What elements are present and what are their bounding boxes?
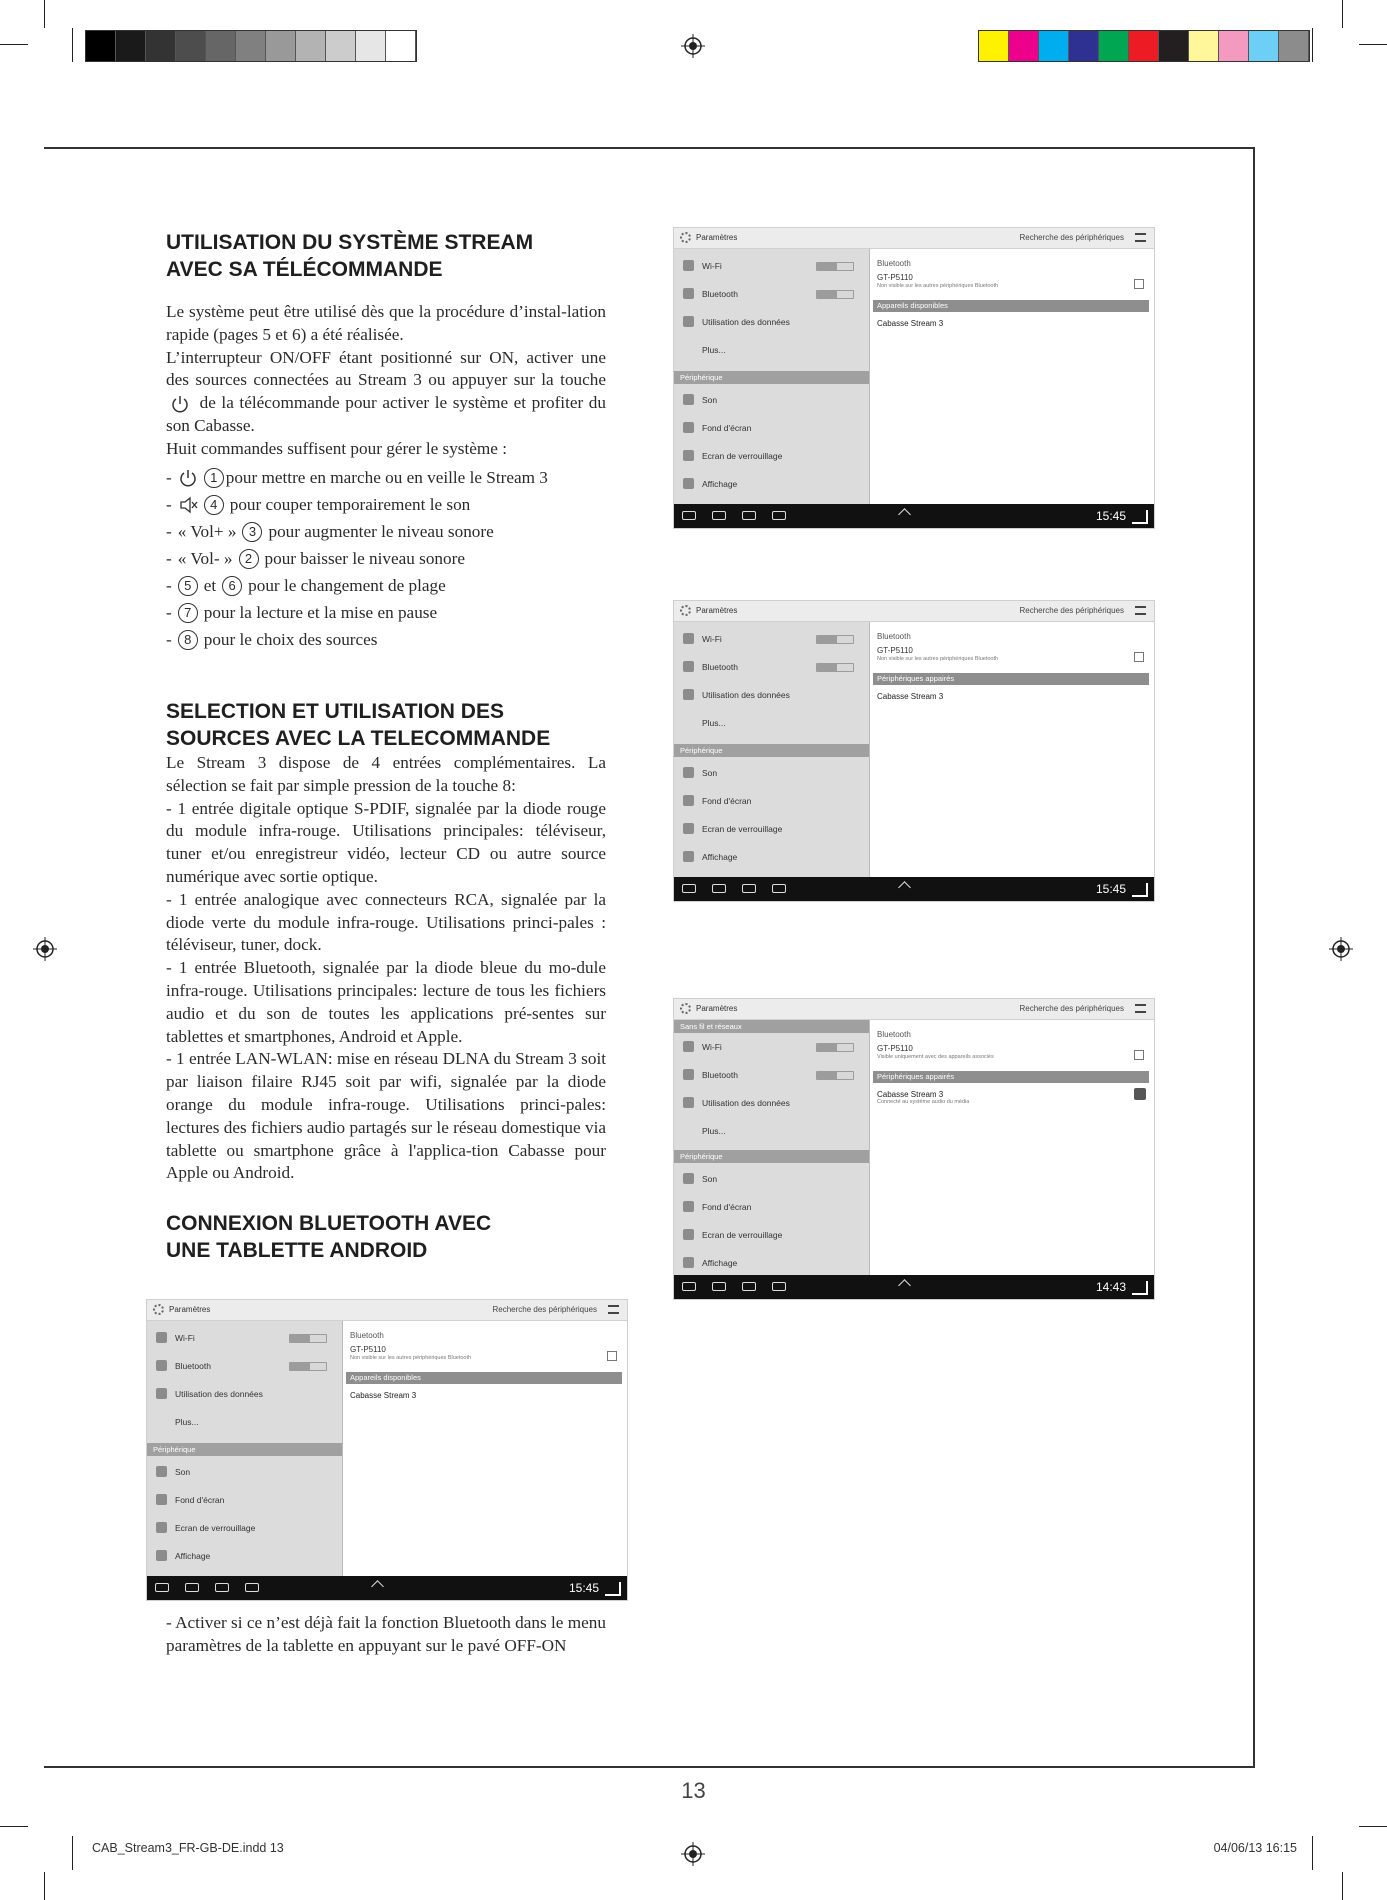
- back-icon[interactable]: [682, 511, 696, 520]
- settings-menu: [147, 1321, 343, 1576]
- menu-item-wifi[interactable]: Wi-Fi: [674, 253, 869, 279]
- gear-icon: [680, 1003, 691, 1014]
- command-text: pour la lecture et la mise en pause: [203, 603, 438, 622]
- panel-header: Bluetooth: [350, 1331, 384, 1340]
- commands-intro: Huit commandes suffisent pour gérer le système :: [166, 438, 507, 458]
- device-cabasse-stream3[interactable]: Cabasse Stream 3: [877, 692, 944, 701]
- bluetooth-toggle[interactable]: [289, 1362, 327, 1371]
- sources-paragraph: Le Stream 3 dispose de 4 entrées complémentaires. La sélection se fait par simple pression de la touche 8:: [166, 753, 606, 795]
- menu-item-data-usage[interactable]: Utilisation des données: [674, 682, 869, 708]
- color-swatch: [86, 31, 116, 61]
- wifi-toggle[interactable]: [816, 635, 854, 644]
- settings-titlebar: [147, 1300, 627, 1321]
- device-cabasse-stream3[interactable]: Cabasse Stream 3: [877, 319, 944, 328]
- panel-header: Bluetooth: [877, 632, 911, 641]
- color-swatch: [326, 31, 356, 61]
- title-line: SELECTION ET UTILISATION DES: [166, 700, 504, 723]
- button-number-badge: 2: [239, 549, 259, 569]
- section-header-periph: Périphérique: [147, 1443, 342, 1456]
- title-line: SOURCES AVEC LA TELECOMMANDE: [166, 727, 551, 750]
- visibility-checkbox[interactable]: [1134, 652, 1144, 662]
- title-line: UTILISATION DU SYSTÈME STREAM: [166, 231, 534, 254]
- color-swatch: [386, 31, 416, 61]
- crop-mark: [1342, 1872, 1343, 1900]
- command-text: pour couper temporairement le son: [229, 495, 471, 514]
- section-header-periph: Périphérique: [674, 371, 869, 384]
- color-swatch: [1189, 31, 1219, 61]
- color-swatch: [979, 31, 1009, 61]
- sources-paragraph: - 1 entrée LAN-WLAN: mise en réseau DLNA du Stream 3 soit par liaison filaire RJ45 soit par wifi, signalée par la diode orange du module infra-rouge. Utilisations princi-pales: lectures des fichiers audio partagés sur le réseau domestique via tablette ou smartphone grâce à l'applica-tion Cabasse pour Apple ou Android.: [166, 1049, 606, 1183]
- speaker-icon: [156, 1466, 167, 1477]
- page-number: 13: [681, 1778, 706, 1803]
- menu-item-lockscreen[interactable]: Ecran de verrouillage: [674, 443, 869, 469]
- menu-item-wifi[interactable]: Wi-Fi: [674, 626, 869, 652]
- menu-icon[interactable]: [1135, 1004, 1146, 1013]
- settings-titlebar: [674, 601, 1154, 622]
- tablet-screenshot-available-devices: [673, 227, 1155, 529]
- chevron-up-icon[interactable]: [371, 1580, 384, 1593]
- bluetooth-panel: [870, 622, 1154, 877]
- back-icon[interactable]: [682, 884, 696, 893]
- visibility-checkbox[interactable]: [607, 1351, 617, 1361]
- gear-icon: [153, 1304, 164, 1315]
- recent-apps-icon[interactable]: [742, 884, 756, 893]
- sources-paragraph: - 1 entrée analogique avec connecteurs RCA, signalée par la diode verte du module infra-rouge. Utilisations princi-pales : téléviseur, tuner, dock.: [166, 889, 606, 955]
- signal-icon: [1132, 1281, 1148, 1295]
- command-item: - 8 pour le choix des sources: [166, 626, 554, 653]
- settings-title: Paramètres: [696, 1004, 738, 1013]
- menu-item-data-usage[interactable]: Utilisation des données: [147, 1381, 342, 1407]
- menu-icon[interactable]: [608, 1305, 619, 1314]
- menu-item-bluetooth[interactable]: Bluetooth: [674, 1062, 869, 1088]
- panel-header: Bluetooth: [877, 1030, 911, 1039]
- button-number-badge: 7: [178, 603, 198, 623]
- lock-icon: [683, 450, 694, 461]
- bluetooth-toggle[interactable]: [816, 663, 854, 672]
- bluetooth-panel: [343, 1321, 627, 1576]
- color-swatch: [1219, 31, 1249, 61]
- crop-mark: [44, 0, 45, 28]
- registration-mark-icon: [1329, 937, 1353, 961]
- lock-icon: [156, 1522, 167, 1533]
- recent-apps-icon[interactable]: [742, 1282, 756, 1291]
- color-swatch: [206, 31, 236, 61]
- intro-paragraph: Le système peut être utilisé dès que la procédure d’instal-lation rapide (pages 5 et 6) a été réalisée.: [166, 302, 606, 344]
- data-usage-icon: [683, 1097, 694, 1108]
- settings-menu: [674, 1020, 870, 1275]
- wallpaper-icon: [683, 795, 694, 806]
- settings-title: Paramètres: [169, 1305, 211, 1314]
- section-title-source-selection: [166, 698, 626, 752]
- device-settings-icon[interactable]: [1134, 1088, 1146, 1100]
- android-nav-bar: [674, 504, 1154, 528]
- search-devices-button[interactable]: Recherche des périphériques: [1019, 233, 1124, 242]
- menu-item-more[interactable]: Plus...: [702, 1126, 726, 1136]
- date-slug: 04/06/13 16:15: [1213, 1841, 1297, 1855]
- wifi-toggle[interactable]: [816, 1043, 854, 1052]
- settings-title: Paramètres: [696, 233, 738, 242]
- section-title-bluetooth: [166, 1210, 626, 1264]
- paired-devices-header: Périphériques appairés: [873, 1071, 1149, 1083]
- section-header-periph: Périphérique: [674, 1150, 869, 1163]
- menu-item-display[interactable]: Affichage: [674, 844, 869, 870]
- menu-item-bluetooth[interactable]: Bluetooth: [147, 1353, 342, 1379]
- color-swatch: [146, 31, 176, 61]
- right-closing-text: [673, 1312, 1193, 1335]
- onoff-paragraph: L’interrupteur ON/OFF étant positionné sur ON, activer une des sources connectées au Stream 3 ou appuyer sur la touche de la télécommande pour activer le système et profiter du son Cabasse.: [166, 347, 606, 435]
- own-device-row[interactable]: GT-P5110 Non visible sur les autres périphériques Bluetooth: [877, 273, 1146, 297]
- command-conjunction: et: [203, 576, 217, 595]
- mute-icon: [178, 495, 198, 515]
- crop-mark: [0, 1826, 28, 1827]
- menu-item-lockscreen[interactable]: Ecran de verrouillage: [147, 1515, 342, 1541]
- bluetooth-icon: [683, 661, 694, 672]
- clock: 15:45: [1095, 882, 1126, 896]
- color-swatch: [296, 31, 326, 61]
- back-icon[interactable]: [682, 1282, 696, 1291]
- display-icon: [683, 851, 694, 862]
- menu-item-display[interactable]: Affichage: [674, 1250, 869, 1276]
- registration-mark-icon: [681, 34, 705, 58]
- menu-item-sound[interactable]: Son: [674, 1166, 869, 1192]
- menu-item-wallpaper[interactable]: Fond d'écran: [674, 1194, 869, 1220]
- available-devices-header: Appareils disponibles: [346, 1372, 622, 1384]
- wifi-icon: [683, 260, 694, 271]
- spacer: [673, 1312, 1193, 1335]
- power-icon: [178, 468, 198, 488]
- home-icon[interactable]: [712, 884, 726, 893]
- wifi-icon: [156, 1332, 167, 1343]
- color-swatch: [1099, 31, 1129, 61]
- command-text: pour mettre en marche ou en veille le Stream 3: [225, 468, 548, 487]
- clock: 15:45: [1095, 509, 1126, 523]
- color-swatch: [266, 31, 296, 61]
- command-item: - 1 pour mettre en marche ou en veille le Stream 3: [166, 464, 554, 491]
- tablet-screenshot-bluetooth-off: [146, 1299, 628, 1601]
- title-line: UNE TABLETTE ANDROID: [166, 1239, 428, 1262]
- device-cabasse-stream3-connected[interactable]: Cabasse Stream 3 Connecté au système audio du média: [877, 1090, 970, 1105]
- chevron-up-icon[interactable]: [898, 881, 911, 894]
- back-icon[interactable]: [155, 1583, 169, 1592]
- wifi-icon: [683, 633, 694, 644]
- command-text: pour le choix des sources: [203, 630, 378, 649]
- bluetooth-toggle[interactable]: [816, 290, 854, 299]
- crop-mark: [1312, 28, 1313, 62]
- command-item: - 4 pour couper temporairement le son: [166, 491, 554, 518]
- display-icon: [683, 478, 694, 489]
- bluetooth-icon: [683, 1069, 694, 1080]
- bluetooth-panel: [870, 249, 1154, 504]
- color-swatch: [1279, 31, 1309, 61]
- command-prefix: « Vol+ »: [177, 522, 237, 541]
- sources-text: [166, 752, 606, 1185]
- clock: 14:43: [1095, 1280, 1126, 1294]
- tablet-screenshot-paired: [673, 600, 1155, 902]
- menu-item-wallpaper[interactable]: Fond d'écran: [674, 788, 869, 814]
- bluetooth-icon: [683, 288, 694, 299]
- section-header-periph: Périphérique: [674, 744, 869, 757]
- button-number-badge: 6: [222, 576, 242, 596]
- search-devices-button[interactable]: Recherche des périphériques: [492, 1305, 597, 1314]
- settings-titlebar: [674, 228, 1154, 249]
- search-devices-button[interactable]: Recherche des périphériques: [1019, 1004, 1124, 1013]
- crop-mark: [1342, 0, 1343, 28]
- page-frame-bottom: [44, 1766, 1255, 1768]
- menu-item-more[interactable]: Plus...: [702, 718, 726, 728]
- crop-mark: [1312, 1836, 1313, 1870]
- color-swatch: [1249, 31, 1279, 61]
- visibility-checkbox[interactable]: [1134, 1050, 1144, 1060]
- intro-text: [166, 301, 606, 461]
- settings-titlebar: [674, 999, 1154, 1020]
- tablet-screenshot-connected: [673, 998, 1155, 1300]
- data-usage-icon: [683, 689, 694, 700]
- gray-color-bar: [85, 30, 417, 62]
- crop-mark: [0, 44, 28, 45]
- home-icon[interactable]: [185, 1583, 199, 1592]
- crop-mark: [1359, 44, 1387, 45]
- wifi-toggle[interactable]: [289, 1334, 327, 1343]
- menu-item-more[interactable]: Plus...: [702, 345, 726, 355]
- menu-item-sound[interactable]: Son: [674, 760, 869, 786]
- signal-icon: [1132, 883, 1148, 897]
- command-text: pour augmenter le niveau sonore: [268, 522, 494, 541]
- wallpaper-icon: [683, 422, 694, 433]
- button-number-badge: 8: [178, 630, 198, 650]
- menu-item-data-usage[interactable]: Utilisation des données: [674, 1090, 869, 1116]
- wallpaper-icon: [156, 1494, 167, 1505]
- wifi-icon: [683, 1041, 694, 1052]
- crop-mark: [72, 28, 73, 62]
- own-device-row[interactable]: GT-P5110 Non visible sur les autres périphériques Bluetooth: [877, 646, 1146, 670]
- command-item: - 5 et 6 pour le changement de plage: [166, 572, 554, 599]
- menu-item-display[interactable]: Affichage: [674, 471, 869, 497]
- screenshot-icon[interactable]: [772, 1282, 786, 1291]
- crop-mark: [44, 1872, 45, 1900]
- menu-item-wifi[interactable]: Wi-Fi: [147, 1325, 342, 1351]
- command-prefix: « Vol- »: [177, 549, 233, 568]
- android-nav-bar: [674, 877, 1154, 901]
- button-number-badge: 4: [204, 495, 224, 515]
- command-text: pour le changement de plage: [248, 576, 446, 595]
- command-item: - 7 pour la lecture et la mise en pause: [166, 599, 554, 626]
- clock: 15:45: [568, 1581, 599, 1595]
- settings-title: Paramètres: [696, 606, 738, 615]
- bluetooth-toggle[interactable]: [816, 1071, 854, 1080]
- chevron-up-icon[interactable]: [898, 1279, 911, 1292]
- panel-header: Bluetooth: [877, 259, 911, 268]
- color-swatch: [1159, 31, 1189, 61]
- recent-apps-icon[interactable]: [742, 511, 756, 520]
- caption-activate-bluetooth: - Activer si ce n’est déjà fait la fonction Bluetooth dans le menu paramètres de la tablette en appuyant sur le pavé OFF-ON: [166, 1613, 606, 1655]
- title-line: AVEC SA TÉLÉCOMMANDE: [166, 258, 443, 281]
- color-swatch: [116, 31, 146, 61]
- speaker-icon: [683, 1173, 694, 1184]
- paired-devices-header: Périphériques appairés: [873, 673, 1149, 685]
- power-icon: [170, 394, 190, 414]
- gear-icon: [680, 605, 691, 616]
- search-devices-button[interactable]: Recherche des périphériques: [1019, 606, 1124, 615]
- color-swatch: [176, 31, 206, 61]
- android-nav-bar: [147, 1576, 627, 1600]
- wallpaper-icon: [683, 1201, 694, 1212]
- menu-item-more[interactable]: Plus...: [175, 1417, 199, 1427]
- crop-mark: [1359, 1826, 1387, 1827]
- registration-mark-icon: [681, 1842, 705, 1866]
- device-cabasse-stream3[interactable]: Cabasse Stream 3: [350, 1391, 417, 1400]
- menu-item-lockscreen[interactable]: Ecran de verrouillage: [674, 816, 869, 842]
- gear-icon: [680, 232, 691, 243]
- menu-item-wifi[interactable]: Wi-Fi: [674, 1034, 869, 1060]
- data-usage-icon: [156, 1388, 167, 1399]
- screenshot-icon[interactable]: [245, 1583, 259, 1592]
- menu-icon[interactable]: [1135, 606, 1146, 615]
- screenshot-icon[interactable]: [772, 884, 786, 893]
- color-swatch: [356, 31, 386, 61]
- recent-apps-icon[interactable]: [215, 1583, 229, 1592]
- color-swatch: [1069, 31, 1099, 61]
- signal-icon: [605, 1582, 621, 1596]
- menu-item-bluetooth[interactable]: Bluetooth: [674, 654, 869, 680]
- section-title-remote-usage: [166, 229, 626, 283]
- home-icon[interactable]: [712, 511, 726, 520]
- menu-item-bluetooth[interactable]: Bluetooth: [674, 281, 869, 307]
- sources-paragraph: - 1 entrée Bluetooth, signalée par la diode bleue du mo-dule infra-rouge. Utilisations principales: lecture de tous les fichiers audio et du son de toutes les applications pré-sentes sur tablettes et smartphones, Android et Apple.: [166, 958, 606, 1046]
- lock-icon: [683, 823, 694, 834]
- display-icon: [683, 1257, 694, 1268]
- process-color-bar: [978, 30, 1310, 62]
- wifi-toggle[interactable]: [816, 262, 854, 271]
- android-nav-bar: [674, 1275, 1154, 1299]
- page-frame-right: [1253, 147, 1255, 1767]
- menu-item-display[interactable]: Affichage: [147, 1543, 342, 1569]
- settings-menu: [674, 249, 870, 504]
- settings-menu: [674, 622, 870, 877]
- color-swatch: [1129, 31, 1159, 61]
- menu-item-sound[interactable]: Son: [674, 387, 869, 413]
- bluetooth-icon: [156, 1360, 167, 1371]
- menu-item-wallpaper[interactable]: Fond d'écran: [147, 1487, 342, 1513]
- button-number-badge: 1: [204, 468, 224, 488]
- speaker-icon: [683, 767, 694, 778]
- menu-icon[interactable]: [1135, 233, 1146, 242]
- own-device-row[interactable]: GT-P5110 Visible uniquement avec des appareils associés: [877, 1044, 1146, 1068]
- remote-commands-list: [166, 464, 554, 653]
- home-icon[interactable]: [712, 1282, 726, 1291]
- screenshot-icon[interactable]: [772, 511, 786, 520]
- color-swatch: [236, 31, 266, 61]
- command-item: - « Vol+ » 3 pour augmenter le niveau sonore: [166, 518, 554, 545]
- color-swatch: [1039, 31, 1069, 61]
- display-icon: [156, 1550, 167, 1561]
- page-frame-top: [44, 147, 1254, 149]
- lock-icon: [683, 1229, 694, 1240]
- command-item: - « Vol- » 2 pour baisser le niveau sonore: [166, 545, 554, 572]
- speaker-icon: [683, 394, 694, 405]
- sources-paragraph: - 1 entrée digitale optique S-PDIF, signalée par la diode rouge du module infra-rouge. Utilisations principales: téléviseur, tuner et/ou enregistreur vidéo, lecteur CD ou autre source numérique avec sortie optique.: [166, 798, 606, 886]
- bluetooth-panel: [870, 1020, 1154, 1275]
- registration-mark-icon: [33, 937, 57, 961]
- file-slug: CAB_Stream3_FR-GB-DE.indd 13: [92, 1841, 284, 1855]
- crop-mark: [72, 1836, 73, 1870]
- visibility-checkbox[interactable]: [1134, 279, 1144, 289]
- color-swatch: [1009, 31, 1039, 61]
- own-device-row[interactable]: GT-P5110 Non visible sur les autres périphériques Bluetooth: [350, 1345, 619, 1369]
- menu-item-wallpaper[interactable]: Fond d'écran: [674, 415, 869, 441]
- signal-icon: [1132, 510, 1148, 524]
- chevron-up-icon[interactable]: [898, 508, 911, 521]
- title-line: CONNEXION BLUETOOTH AVEC: [166, 1212, 492, 1235]
- button-number-badge: 5: [178, 576, 198, 596]
- available-devices-header: Appareils disponibles: [873, 300, 1149, 312]
- section-header-network: Sans fil et réseaux: [674, 1020, 869, 1033]
- button-number-badge: 3: [242, 522, 262, 542]
- menu-item-lockscreen[interactable]: Ecran de verrouillage: [674, 1222, 869, 1248]
- menu-item-sound[interactable]: Son: [147, 1459, 342, 1485]
- menu-item-data-usage[interactable]: Utilisation des données: [674, 309, 869, 335]
- command-text: pour baisser le niveau sonore: [264, 549, 465, 568]
- data-usage-icon: [683, 316, 694, 327]
